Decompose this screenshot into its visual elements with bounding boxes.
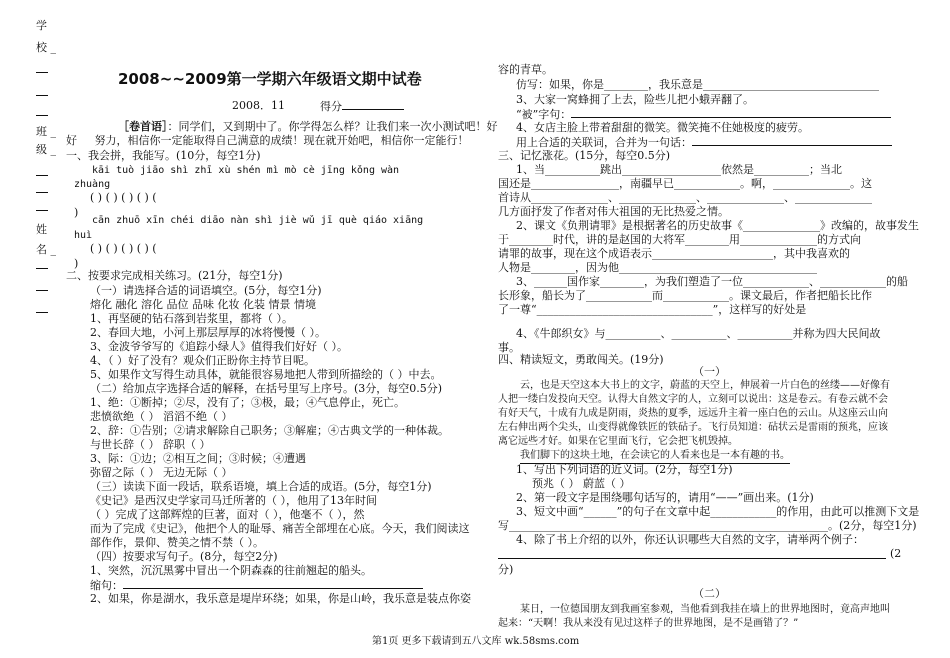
- page-footer: 第1页 更多下载请到五八文库 wk.58sms.com: [372, 636, 580, 647]
- passage-line-2: （ ）完成了这部辉煌的巨著，面对（ ），他毫不（ ），然: [90, 508, 365, 521]
- rewrite-2: 2、如果，你是湖水，我乐意是堤岸环绕；如果，你是山岭，我乐意是装点你姿: [90, 592, 471, 605]
- name-char: 名: [36, 243, 47, 256]
- fill-sentence-2: 2、春回大地，小河上那层厚厚的冰将慢慢（ ）。: [90, 326, 326, 339]
- word-bank: 熔化 融化 溶化 品位 品味 化妆 化装 情景 情境: [90, 298, 316, 311]
- memory-3b: 长形象，船长为了____________而____________。课文最后，作者把船长比作: [498, 289, 872, 302]
- grade-label: 级 _: [36, 143, 56, 156]
- rewrite-2-cont: 容的青草。: [498, 63, 553, 76]
- passive-blank[interactable]: [571, 106, 891, 118]
- answer-bracket-close-1: ): [74, 206, 79, 219]
- rewrite-3: 3、大家一窝蜂拥了上去，险些儿把小蛾弄翻了。: [516, 93, 754, 106]
- reading-part-2-label: （二）: [693, 587, 726, 600]
- definition-3-items: 弥留之际（ ） 无边无际（ ）: [90, 466, 233, 479]
- section-2-part-3: （三）读读下面一段话，联系语境，填上合适的成语。(5分，每空1分): [90, 480, 432, 493]
- memory-2b: 于________时代，讲的是赵国的大将军________用______________的方式向: [498, 233, 861, 246]
- reading-part-1-label: （一）: [693, 365, 726, 378]
- blank-line: [36, 312, 48, 313]
- pinyin-row-1: kāi tuò jiāo shì zhī xù shén mì mò cè jīng kǒng wàn: [92, 165, 400, 176]
- section-3-heading: 三、记忆涨花。(15分，每空0.5分): [498, 149, 671, 162]
- blank-line: [36, 192, 48, 193]
- rewrite-4: 4、女店主脸上带着甜甜的微笑。微笑掩不住她极度的疲劳。: [516, 121, 809, 134]
- preface-text-1: ：同学们，又到期中了。你学得怎么样？让我们来一次小测试吧！好: [167, 120, 498, 133]
- combine-blank[interactable]: [692, 134, 892, 146]
- definition-3: 3、际：①边；②相互之间；③时候；④遭遇: [90, 452, 306, 465]
- blank-line: [36, 210, 48, 211]
- score-field[interactable]: [320, 98, 404, 114]
- exam-date: 2008．11: [232, 99, 285, 112]
- grade-char: 级: [36, 143, 47, 156]
- fill-sentence-1: 1、再坚硬的钻石落到岩浆里，都将（ ）。: [90, 312, 293, 325]
- reading-1-line-6: 我们脚下的这块土地，在会读它的人看来也是一本有趣的书。: [520, 448, 790, 464]
- fill-sentence-4: 4、（ ）好了没有？观众们正盼你主持节目呢。: [90, 354, 315, 367]
- answer-brackets-1[interactable]: ( ) ( ) ( ) ( ) (: [90, 191, 157, 204]
- passage-line-1: 《史记》是西汉史学家司马迁所著的（ ），他用了13年时间: [90, 494, 377, 507]
- blank-line: [36, 175, 48, 176]
- reading-1-line-4: 左右伸出两个尖头，山变得就像铁匠的铁砧子。飞行员知道：砧状云是雷雨的预兆，应该: [498, 422, 888, 433]
- definition-2-items: 与世长辞（ ） 辞职（ ）: [90, 438, 211, 451]
- pinyin-row-2: cān zhuō xīn chéi diāo nàn shì jiè wǔ jī què qiáo xiāng: [92, 215, 424, 226]
- preface-label: ［卷首语］: [118, 120, 168, 133]
- name-label-2: 名 _: [36, 243, 56, 256]
- preface-text-2a: 好: [66, 134, 77, 147]
- blank-line: [36, 290, 48, 291]
- reading-2-line-1: 某日，一位德国朋友到我画室参观，当他看到我挂在墙上的世界地图时，竟高声地叫: [520, 604, 890, 615]
- section-2-part-1: （一）请选择合适的词语填空。(5分，每空1分): [90, 284, 322, 297]
- section-2-heading: 二、按要求完成相关练习。(21分，每空1分): [66, 269, 283, 282]
- definition-1: 1、绝：①断掉；②尽，没有了；③极，最；④气息停止，死亡。: [90, 396, 405, 409]
- memory-1d: 几方面抒发了作者对伟大祖国的无比热爱之情。: [498, 205, 729, 218]
- blank-line: [36, 95, 48, 96]
- exam-title: 2008~~2009第一学期六年级语文期中试卷: [118, 70, 422, 88]
- combine-label: 用上合适的关联词，合并为一句话：: [516, 136, 692, 149]
- memory-3c: 了一尊“________________________________”，这样写的好处是: [498, 303, 807, 316]
- answer-line[interactable]: [498, 558, 886, 559]
- preface-text-2b: 努力，相信你一定能取得自己满意的成绩！现在就开始吧，相信你一定能行！: [94, 134, 469, 147]
- memory-1b: 国还是________________，南疆早已____________。啊，______________。这: [498, 177, 872, 190]
- memory-2c: 请罪的故事，现在这个成语表示______________________，其中我喜欢的: [498, 247, 850, 260]
- reading-q1-items[interactable]: 预兆（ ） 蔚蓝（ ）: [532, 477, 631, 490]
- blank-line: [36, 115, 48, 116]
- reading-q3b: 写__________________________________________________________。(2分，每空1分): [498, 519, 917, 532]
- score-blank[interactable]: [342, 98, 404, 110]
- school-label-2: 校 _: [36, 41, 56, 54]
- reading-q3: 3、短文中画“______”的句子在文章中起____________的作用，由此可以推测下文是: [516, 505, 920, 518]
- reading-2-line-2: 起来：“天啊！我从来没有见过这样子的世界地图，是不是画错了？”: [498, 618, 799, 629]
- preface-line-1: [118, 119, 498, 134]
- memory-2d: 人物是________，因为他____________________________________: [498, 261, 817, 274]
- pinyin-row-2b: huì: [74, 230, 93, 241]
- name-label: 姓: [36, 223, 47, 236]
- fill-sentence-3: 3、金波爷爷写的《追踪小绿人》值得我们好好（ ）。: [90, 340, 348, 353]
- reading-1-line-2: 人把一缕白发投向天空。认得大自然文字的人，立刻可以说出：这是卷云。有卷云就不会: [498, 394, 888, 405]
- fill-sentence-5: 5、如果作文写得生动具体，就能很容易地把人带到所描绘的（ ）中去。: [90, 368, 442, 381]
- rewrite-1: 1、突然，沉沉黑雾中冒出一个阴森森的往前翘起的船头。: [90, 564, 372, 577]
- blank-line: [36, 72, 48, 73]
- section-2-part-4: （四）按要求写句子。(8分，每空2分): [90, 550, 278, 563]
- school-label: 学: [36, 19, 47, 32]
- section-2-part-2: （二）给加点字选择合适的解释，在括号里写上序号。(3分，每空0.5分): [90, 382, 443, 395]
- reading-q4-score: (2: [890, 547, 902, 560]
- reading-1-line-3: 有好天气，十成有九成是阴雨，炎热的夏季，远远升主着一座白色的云山。从这座云山向: [498, 408, 888, 419]
- passage-line-4: 部作作，景仰、赞美之情不禁（ ）。: [90, 536, 264, 549]
- passage-line-3: 而为了完成《史记》，他把个人的耻辱、痛苦全部埋在心底。今天，我们阅读这: [90, 522, 470, 535]
- reading-q2: 2、第一段文字是围绕哪句话写的，请用“——”画出来。(1分): [516, 491, 814, 504]
- reading-1-line-5: 离它远些才好。如果在它里面飞行，它会把飞机毁掉。: [498, 436, 738, 447]
- memory-1c: 首诗从______________、______________、______________、______________: [498, 191, 872, 204]
- section-1-heading: 一、我会拼，我能写。(10分，每空1分): [66, 149, 261, 162]
- pinyin-row-1b: zhuàng: [74, 179, 111, 190]
- memory-4b: 事。: [498, 341, 520, 354]
- definition-2: 2、辞：①告别；②请求解除自己职务；③解雇；④古典文学的一种体裁。: [90, 424, 449, 437]
- reading-q1: 1、写出下列词语的近义词。(2分，每空1分): [516, 463, 733, 476]
- preface-line-2: [66, 133, 468, 148]
- reading-1-line-1: 云，也是天空这本大书上的文字，蔚蓝的天空上，伸展着一片白色的丝缕——好像有: [520, 380, 890, 391]
- memory-4: 4、《牛郎织女》与__________、__________、__________并称为四大民间故: [516, 327, 881, 340]
- class-label: 班 _: [36, 125, 56, 138]
- answer-bracket-close-2: ): [74, 257, 79, 270]
- school-char: 校: [36, 41, 47, 54]
- memory-3: 3、______国作家________，为我们塑造了一位____________、____________的船: [516, 275, 908, 288]
- imitate-answer[interactable]: 仿写：如果，你是________，我乐意是________________________________: [516, 78, 879, 91]
- section-4-heading: 四、精读短文，勇敢闯关。(19分): [498, 353, 664, 366]
- passive-label: “被”字句：: [516, 108, 572, 121]
- reading-q4: 4、除了书上介绍的以外，你还认识哪些大自然的文字，请举两个例子：: [516, 533, 864, 546]
- reading-q4-score-cont: 分): [498, 563, 514, 576]
- class-char: 班: [36, 125, 47, 138]
- memory-1: 1、当__________跳出__________________依然是__________；当北: [516, 163, 842, 176]
- blank-line: [36, 268, 48, 269]
- shorten-label: 缩句：: [90, 579, 123, 592]
- answer-brackets-2[interactable]: ( ) ( ) ( ) ( ) (: [90, 242, 157, 255]
- definition-1-items: 悲愤欲绝（ ） 滔滔不绝（ ）: [90, 410, 233, 423]
- shorten-blank[interactable]: [123, 577, 423, 589]
- score-label: 得分: [320, 100, 342, 113]
- memory-2: 2、课文《负荆请罪》是根据著名的历史故事《______________》改编的，故事发生: [516, 219, 919, 232]
